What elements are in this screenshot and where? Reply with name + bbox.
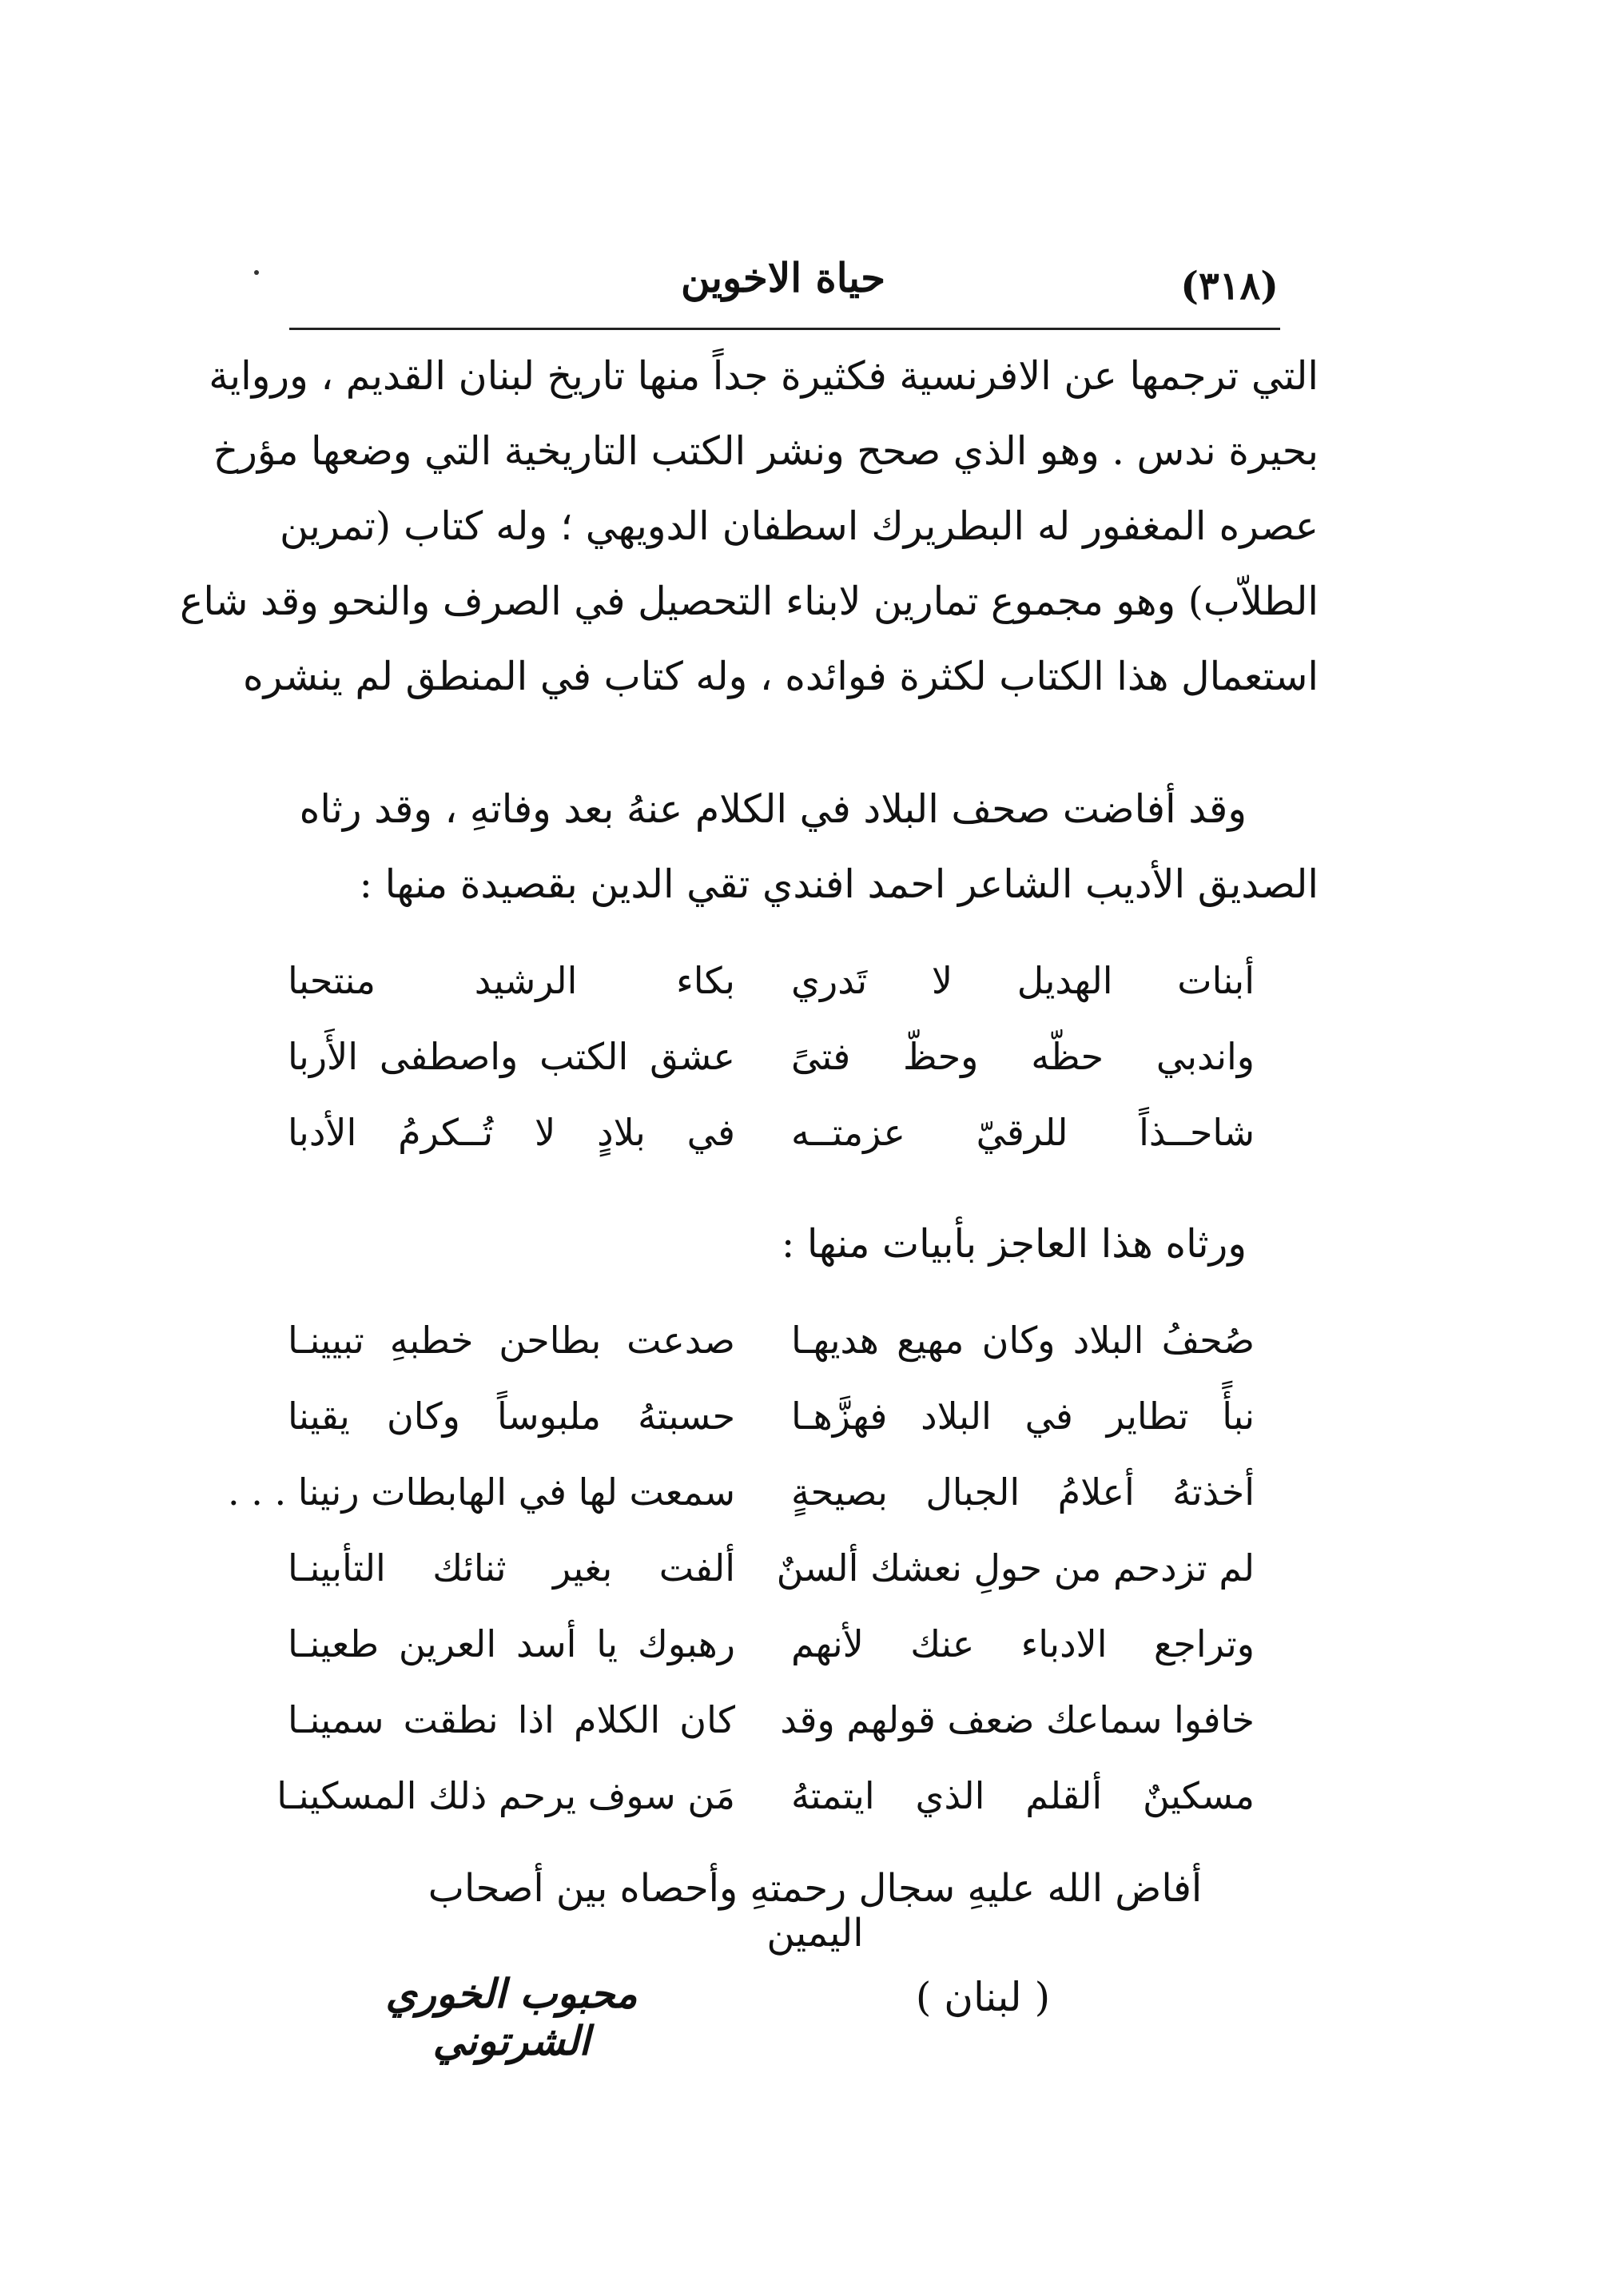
closing-line: أفاض الله عليهِ سجال رحمتهِ وأحصاه بين أصحاب اليمين — [428, 1866, 1203, 1956]
poem1-verse-2-first-hemistich: واندبي حظّه وحظّ فتىً — [791, 1035, 1255, 1078]
page-number: (٣١٨) — [1180, 264, 1279, 308]
poem1-verse-3-first-hemistich: شاحــذاً للرقيّ عزمتــه — [791, 1111, 1255, 1154]
poem2-verse-5-second-hemistich: رهبوك يا أسد العرين طعينـا — [288, 1622, 735, 1665]
poem1-verse-3 — [288, 1111, 1255, 1183]
poem2-verse-4-second-hemistich: ألفت بغير ثنائك التأبينـا — [288, 1546, 735, 1590]
poem2-verse-2-first-hemistich: نبأً تطاير في البلاد فهزَّهـا — [791, 1395, 1255, 1438]
running-title: حياة الاخوين — [681, 254, 885, 301]
poem2-verse-2 — [288, 1395, 1255, 1466]
scan-speck — [254, 270, 259, 275]
poem2-verse-3-second-hemistich: سمعت لها في الهابطات رنينا . . . — [228, 1470, 735, 1514]
prose-line-3: عصره المغفور له البطريرك اسطفان الدويهي ؛ وله كتاب (تمرين — [280, 503, 1319, 549]
poem2-verse-1 — [288, 1319, 1255, 1391]
header-rule — [289, 328, 1280, 330]
poem2-verse-6-first-hemistich: خافوا سماعك ضعف قولهم وقد — [780, 1698, 1255, 1741]
poem2-verse-7-first-hemistich: مسكينٌ ألقلم الذي ايتمتهُ — [791, 1774, 1255, 1817]
poem2-verse-7-second-hemistich: مَن سوف يرحم ذلك المسكينـا — [276, 1774, 735, 1817]
poem2-verse-4 — [288, 1546, 1255, 1618]
place-name: ( لبنان ) — [915, 1974, 1051, 2020]
poem2-verse-4-first-hemistich: لم تزدحم من حولِ نعشك ألسنٌ — [776, 1546, 1255, 1590]
prose-line-6: وقد أفاضت صحف البلاد في الكلام عنهُ بعد وفاتهِ ، وقد رثاه — [299, 786, 1247, 832]
poem1-verse-1-second-hemistich: بكاء الرشيد منتحبا — [288, 959, 735, 1002]
poem1-verse-3-second-hemistich: في بلادٍ لا تُــكرمُ الأدبا — [288, 1111, 735, 1154]
prose-line-1: التي ترجمها عن الافرنسية فكثيرة جداً منها تاريخ لبنان القديم ، ورواية — [209, 353, 1319, 399]
poem2-verse-5 — [288, 1622, 1255, 1694]
poem2-verse-6 — [288, 1698, 1255, 1770]
poem2-intro: ورثاه هذا العاجز بأبيات منها : — [781, 1221, 1247, 1267]
prose-line-5: استعمال هذا الكتاب لكثرة فوائده ، وله كتاب في المنطق لم ينشره — [243, 654, 1319, 699]
prose-line-7: الصديق الأديب الشاعر احمد افندي تقي الدين بقصيدة منها : — [359, 861, 1319, 907]
poem1-verse-2 — [288, 1035, 1255, 1107]
poem1-verse-2-second-hemistich: عشق الكتب واصطفى الأَربا — [288, 1035, 735, 1078]
prose-line-4: الطلاّب) وهو مجموع تمارين لابناء التحصيل في الصرف والنحو وقد شاع — [180, 579, 1319, 624]
poem1-verse-1-first-hemistich: أبنات الهديل لا تَدري — [791, 959, 1255, 1002]
poem2-verse-7 — [276, 1774, 1255, 1846]
poem2-verse-3-first-hemistich: أخذتهُ أعلامُ الجبال بصيحةٍ — [791, 1470, 1255, 1514]
author-signature: محبوب الخوري الشرتوني — [385, 1970, 638, 2064]
poem2-verse-6-second-hemistich: كان الكلام اذا نطقت سمينـا — [288, 1698, 735, 1741]
poem2-verse-2-second-hemistich: حسبتهُ ملبوساً وكان يقينا — [288, 1395, 735, 1438]
prose-line-2: بحيرة ندس . وهو الذي صحح ونشر الكتب التاريخية التي وضعها مؤرخ — [213, 428, 1319, 474]
poem2-verse-3 — [228, 1470, 1255, 1542]
poem2-verse-5-first-hemistich: وتراجع الادباء عنك لأنهم — [791, 1622, 1255, 1665]
poem2-verse-1-first-hemistich: صُحفُ البلاد وكان مهيع هديهـا — [791, 1319, 1255, 1362]
poem2-verse-1-second-hemistich: صدعت بطاحن خطبهِ تبيينـا — [288, 1319, 735, 1362]
poem1-verse-1 — [288, 959, 1255, 1031]
